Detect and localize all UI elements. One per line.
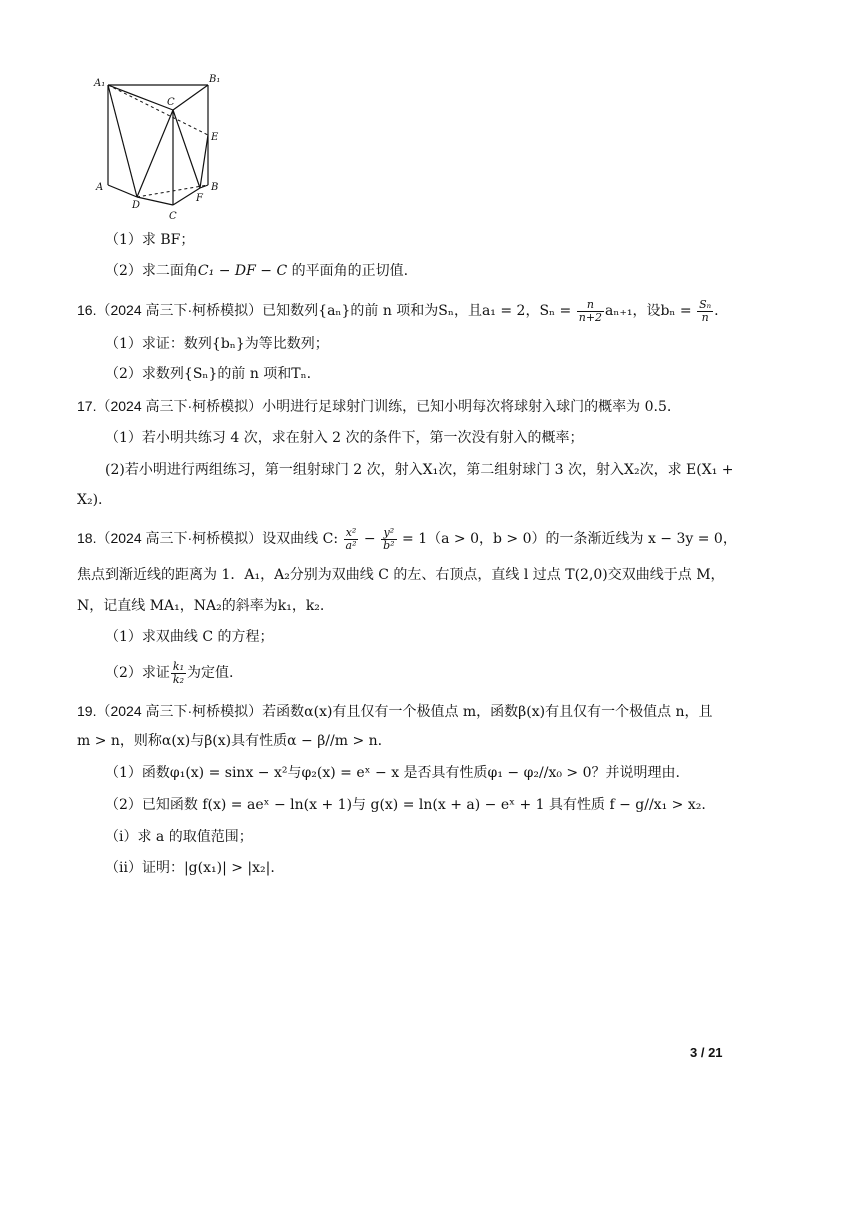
q18-stem-line3: N，记直线 MA₁，NA₂的斜率为k₁，k₂. — [77, 598, 325, 614]
q18-part2 — [105, 659, 233, 687]
q19-text: 若函数α(x)有且仅有一个极值点 m，函数β(x)有且仅有一个极值点 n，且 — [262, 704, 713, 720]
page-number: 3 / 21 — [690, 1045, 723, 1060]
q15-part1: （1）求 BF； — [105, 232, 195, 248]
q16-fraction-1-den: n+2 — [578, 310, 603, 324]
q17-part2-line1: (2)若小明进行两组练习，第一组射球门 2 次，射入X₁次，第二组射球门 3 次，射入X₂次，求 E(X₁ + — [105, 462, 734, 478]
q16-stem — [77, 296, 719, 325]
q16-part2: （2）求数列{Sₙ}的前 n 项和Tₙ. — [105, 366, 312, 382]
label-d: D — [132, 200, 141, 211]
q18-fraction-x — [344, 527, 359, 552]
q17-source: （2024 高三下·柯桥模拟） — [96, 398, 263, 414]
q15-part2-lead: （2）求二面角 — [105, 263, 198, 279]
q18-fraction-y-num: y² — [381, 527, 396, 540]
q19-stem-line2: m > n，则称α(x)与β(x)具有性质α − β//m > n. — [77, 733, 383, 749]
label-c1: C — [167, 97, 175, 108]
q15-part2-tail: 的平面角的正切值. — [287, 263, 409, 279]
q16-part1: （1）求证：数列{bₙ}为等比数列； — [105, 336, 329, 352]
q17-part1: （1）若小明共练习 4 次，求在射入 2 次的条件下，第一次没有射入的概率； — [105, 430, 584, 446]
q17-part2-line2: X₂). — [77, 492, 103, 508]
q18-stem-line1 — [77, 523, 737, 554]
q17-number: 17. — [77, 398, 97, 414]
q19-source: （2024 高三下·柯桥模拟） — [96, 703, 263, 719]
q17-stem — [77, 396, 671, 417]
label-b1: B₁ — [209, 74, 221, 85]
q18-text-1: 设双曲线 C: — [262, 531, 343, 547]
label-a: A — [96, 182, 104, 193]
q19-part2-i: （i）求 a 的取值范围； — [105, 829, 253, 845]
q18-source: （2024 高三下·柯桥模拟） — [96, 530, 263, 546]
label-c: C — [169, 211, 177, 222]
q18-fraction-x-num: x² — [344, 527, 359, 540]
q19-number: 19. — [77, 703, 97, 719]
q16-fraction-1-num: n — [577, 299, 604, 312]
q18-fraction-y — [381, 527, 396, 552]
q18-number: 18. — [77, 530, 97, 546]
q18-minus: − — [359, 531, 381, 547]
label-f: F — [196, 193, 203, 204]
q16-text-1: 已知数列{aₙ}的前 n 项和为Sₙ，且a₁ = 2，Sₙ = — [262, 303, 576, 319]
label-b: B — [211, 182, 219, 193]
q19-part2-ii: （ii）证明：|g(x₁)| > |x₂|. — [105, 860, 275, 876]
q18-fraction-y-den: b² — [383, 538, 395, 552]
q15-part2 — [105, 261, 408, 281]
q18-part2-fraction-den: k₂ — [172, 672, 184, 686]
q16-fraction-2-num: Sₙ — [699, 297, 712, 311]
label-e: E — [211, 132, 219, 143]
q16-fraction-1 — [577, 299, 604, 324]
q16-fraction-2-den: n — [701, 310, 709, 324]
q18-part2-tail: 为定值. — [187, 665, 234, 681]
q16-number: 16. — [77, 302, 97, 318]
q16-text-3: . — [714, 303, 719, 319]
q16-fraction-2 — [697, 299, 713, 324]
q19-part2: （2）已知函数 f(x) = aeˣ − ln(x + 1)与 g(x) = ln(x + a) − eˣ + 1 具有性质 f − g//x₁ > x₂. — [105, 797, 706, 813]
q19-stem-line1 — [77, 701, 713, 722]
q18-part2-fraction-num: k₁ — [172, 659, 184, 673]
q18-part1: （1）求双曲线 C 的方程； — [105, 629, 274, 645]
q18-text-2: = 1（a > 0，b > 0）的一条渐近线为 x − 3y = 0， — [397, 531, 737, 547]
q17-text: 小明进行足球射门训练，已知小明每次将球射入球门的概率为 0.5. — [262, 399, 672, 415]
q15-part2-expr: C₁ − DF − C — [197, 263, 288, 279]
q16-source: （2024 高三下·柯桥模拟） — [96, 302, 263, 318]
label-a1: A₁ — [94, 78, 106, 89]
q19-part1: （1）函数φ₁(x) = sinx − x²与φ₂(x) = eˣ − x 是否具有性质φ₁ − φ₂//x₀ > 0？并说明理由. — [105, 765, 680, 781]
q18-part2-lead: （2）求证 — [105, 665, 170, 681]
q18-fraction-x-den: a² — [345, 538, 357, 552]
q18-stem-line2: 焦点到渐近线的距离为 1．A₁，A₂分别为双曲线 C 的左、右顶点，直线 l 过点 T(2,0)交双曲线于点 M， — [77, 567, 725, 583]
prism-figure — [90, 70, 230, 225]
q16-text-2: aₙ₊₁，设bₙ = — [605, 303, 697, 319]
q18-part2-fraction — [171, 661, 186, 686]
